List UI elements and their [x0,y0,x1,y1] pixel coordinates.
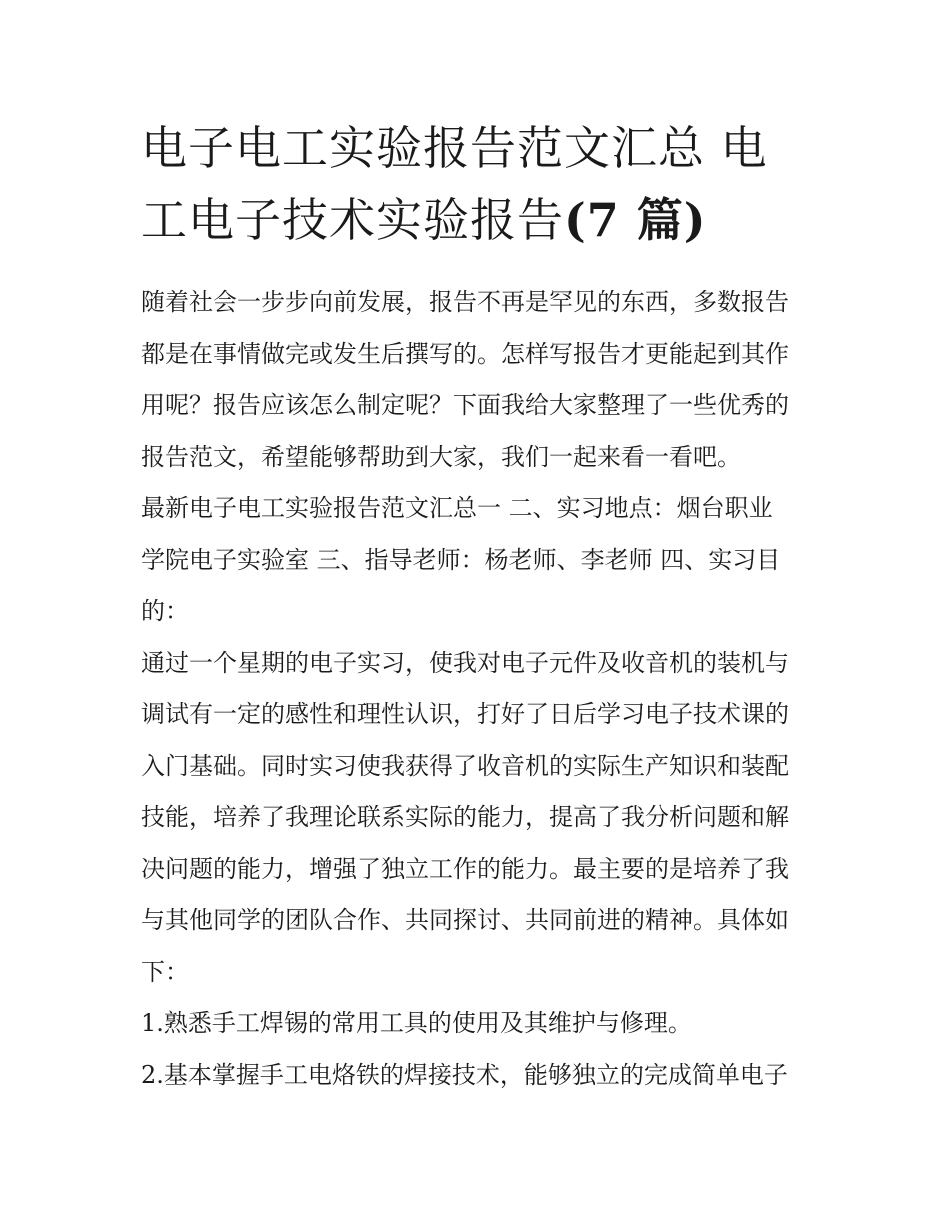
body-line: 决问题的能力，增强了独立工作的能力。最主要的是培养了我 [141,854,789,883]
body-line: 都是在事情做完或发生后撰写的。怎样写报告才更能起到其作 [141,339,789,368]
title-line: 电子电工实验报告范文汇总 电 [141,121,768,175]
body-line: 下： [141,957,189,986]
body-line: 的： [141,597,189,625]
title-count: (7 篇) [564,193,707,247]
body-line: 最新电子电工实验报告范文汇总一 二、实习地点：烟台职业 [141,494,773,522]
title-text: 工电子技术实验报告 [141,193,564,247]
title-line [141,184,821,256]
body-line: 随着社会一步步向前发展，报告不再是罕见的东西，多数报告 [141,288,789,316]
body-line: 与其他同学的团队合作、共同探讨、共同前进的精神。具体如 [141,906,789,934]
body-line: 用呢？报告应该怎么制定呢？下面我给大家整理了一些优秀的 [141,391,789,419]
body-line: 学院电子实验室 三、指导老师：杨老师、李老师 四、实习目 [141,545,781,574]
body-line: 报告范文，希望能够帮助到大家，我们一起来看一看吧。 [141,442,741,471]
list-item: 2.基本掌握手工电烙铁的焊接技术，能够独立的完成简单电子 [141,1060,788,1089]
body-line: 入门基础。同时实习使我获得了收音机的实际生产知识和装配 [141,751,789,780]
document-title [141,112,821,256]
list-item: 1.熟悉手工焊锡的常用工具的使用及其维护与修理。 [141,1009,692,1037]
body-line: 调试有一定的感性和理性认识，打好了日后学习电子技术课的 [141,700,789,728]
document-body [141,277,821,1101]
body-line: 技能，培养了我理论联系实际的能力，提高了我分析问题和解 [141,803,789,831]
body-line: 通过一个星期的电子实习，使我对电子元件及收音机的装机与 [141,648,789,677]
